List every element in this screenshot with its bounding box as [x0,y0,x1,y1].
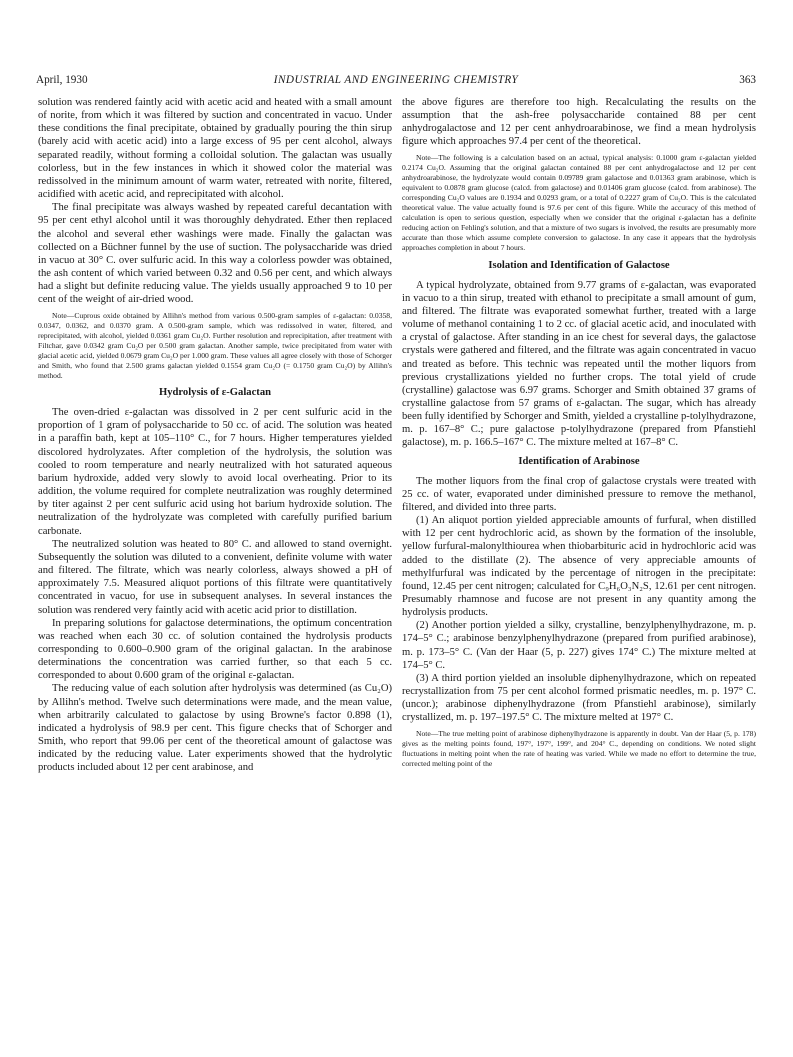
paragraph: The neutralized solution was heated to 80° C. and allowed to stand overnight. Subsequently the solution was diluted to a convenient, definite volume with water and filtered. The filtrate, which was nearly colorless, always showed a pH of approximately 7.5. Measured aliquot portions of this filtrate were quantitatively concentrated in vacuo, for use in subsequent analyses. In several instances the solution was rendered very faintly acid with acetic acid prior to distillation. [38,538,392,616]
paragraph: The oven-dried ε-galactan was dissolved in 2 per cent sulfuric acid in the proportion of 1 gram of polysaccharide to 50 cc. of acid. The solution was heated in a paraffin bath, kept at 105–110° C., for 7 hours. Higher temperatures yielded discolored hydrolyzates. After completion of the hydrolysis, the solution was cooled to room temperature and nearly neutralized with hot saturated aqueous barium hydroxide, added very slowly to avoid local overheating. Prior to its addition, the volume required for complete neutralization was roughly determined by titer against 2 per cent sulfuric acid using hot barium hydroxide solution. The neutralization of the hydrolyzate was completed with carefully purified barium carbonate. [38,407,392,537]
section-heading: Isolation and Identification of Galactose [488,259,670,271]
paragraph: (1) An aliquot portion yielded appreciable amounts of furfural, when distilled with 12 per cent hydrochloric acid, as shown by the formation of the insoluble, yellow furfural-malonylthiourea when thiobarbituric acid in hydrochloric acid was added to the distillate (2). The absence of very appreciable amounts of methylfurfural was indicated by the percentage of nitrogen in the precipitate: found, 12.45 per cent nitrogen; calculated for C₉H₆O₃N₂S, 12.61 per cent nitrogen. Presumably rhamnose and fucose are not present in any quantity among the hydrolysis products. [402,515,756,619]
section-heading: Hydrolysis of ε-Galactan [158,387,272,399]
paragraph: solution was rendered faintly acid with acetic acid and heated with a small amount of norite, from which it was filtered by suction and concentrated in vacuo. Under these conditions the final precipitate, obtained by gradually pouring the thin sirup (barely acid with acetic acid) into a large excess of 95 per cent alcohol, always separated readily, without forming a colloidal solution. The galactan was usually colorless, but in the few instances in which it showed color the material was redissolved in the minimum amount of warm water, retreated with norite, filtered, acidified with acetic acid, and reprecipitated with alcohol. [38,97,392,201]
footnote: Note—The following is a calculation based on an actual, typical analysis: 0.1000 gram ε-galactan yielded 0.2174 Cu₂O. Assuming that the original galactan contained 88 per cent anhydrogalactose and 12 per cent anhydroarabinose, the hydrolyzate would contain 0.09789 gram galactose and 0.01363 gram arabinose, which is equivalent to 0.0878 gram glucose (calcd. from galactose) and 0.01406 gram glucose (calcd. from arabinose). The corresponding Cu₂O values are 0.1934 and 0.0293 gram, or a total of 0.2227 gram of Cu₂O. This is the calculated theoretical value. The value actually found is 97.6 per cent of this figure. While the accuracy of this method of calculation is open to serious question, especially when we consider that the original ε-galactan has a definite reducing action on Fehling's solution, and that a mixture of two sugars is involved, the results are presumably more accurate than those which assume complete conversion to galactose. In any case it appears that the hydrolysis approaches completion in about 7 hours. [402,152,756,253]
section-heading: Identification of Arabinose [518,455,640,467]
paragraph: The reducing value of each solution after hydrolysis was determined (as Cu₂O) by Allihn's method. Twelve such determinations were made, and the mean value, when arbitrarily calculated to galactose by using Browne's factor 0.898 (1), indicated a hydrolysis of 98.9 per cent. This figure checks that of Schorger and Smith, who report that 99.06 per cent of the theoretical amount of galactose was indicated by the reducing value. Later experiments showed that the hydrolytic products included about 12 per cent arabinose, and [38,683,392,774]
paragraph: The mother liquors from the final crop of galactose crystals were treated with 25 cc. of water, evaporated under diminished pressure to remove the methanol, filtered, and divided into three parts. [402,475,756,513]
footnote: Note—The true melting point of arabinose diphenylhydrazone is apparently in doubt. Van der Haar (5, p. 178) gives as the melting points found, 197°, 197°, 199°, and 204° C., depending on conditions. We noted slight fluctuations in melting point when the rate of heating was varied. While we made no effort to determine the true, corrected melting point of the [402,728,756,768]
paragraph: (2) Another portion yielded a silky, crystalline, benzylphenylhydrazone, m. p. 174–5° C.; arabinose benzylphenylhydrazone (prepared from purified arabinose), m. p. 173–5° C. (Van der Haar (5, p. 227) gives 174° C.) The mixture melted at 174–5° C. [402,620,756,671]
paragraph: A typical hydrolyzate, obtained from 9.77 grams of ε-galactan, was evaporated in vacuo to a thin sirup, treated with ethanol to precipitate a small amount of gum, and filtered. The filtrate was evaporated somewhat further, treated with a large volume of methanol containing 1 to 2 cc. of glacial acetic acid, and inoculated with a crystal of galactose. After standing in an ice chest for several days, the galactose crystals were gathered and filtered, and the filtrate was again concentrated in vacuo and treated as before. This technic was repeated until the mother liquors from previous crystallizations yielded no further crops. The total yield of crude (crystalline) galactose was 6.97 grams. Schorger and Smith obtained 37 grams of crystalline galactose from 57 grams of ε-galactan. The sugar, which has already been fully identified by Schorger and Smith, yielded a crystalline p-tolylhydrazone, m. p. 167–8° C.; pure galactose p-tolylhydrazone (prepared from Pfanstiehl galactose), m. p. 166.5–167° C. The mixture melted at 167–8° C. [402,279,756,449]
journal-title: INDUSTRIAL AND ENGINEERING CHEMISTRY [273,74,519,86]
right-column [402,96,756,1042]
page-number: 363 [739,74,756,86]
paragraph: (3) A third portion yielded an insoluble diphenylhydrazone, which on repeated recrystallization from 75 per cent alcohol formed prismatic needles, m. p. 197° C. (uncor.); arabinose diphenylhydrazone (from Pfanstiehl arabinose), similarly crystallized, m. p. 197–197.5° C. The mixture melted at 197° C. [402,672,756,724]
paragraph: In preparing solutions for galactose determinations, the optimum concentration was reached when each 30 cc. of solution contained the hydrolysis products corresponding to 0.600–0.900 gram of the original galactan. In the arabinose determinations the concentration was carried further, so that each 5 cc. corresponded to about 0.600 gram of the original ε-galactan. [38,617,392,682]
paragraph: the above figures are therefore too high. Recalculating the results on the assumption that the ash-free polysaccharide contained 88 per cent anhydrogalactose and 12 per cent anhydroarabinose, we find a mean hydrolysis figure which approaches 97.4 per cent of the theoretical. [402,97,756,148]
running-header [36,74,756,90]
left-column [38,96,392,1042]
footnote: Note—Cuprous oxide obtained by Allihn's method from various 0.500-gram samples of ε-galactan: 0.0358, 0.0347, 0.0362, and 0.0370 gram. A 0.500-gram sample, which was redissolved in water, filtered, and reprecipitated, with alcohol, yielded 0.0361 gram Cu₂O. Further resolution and reprecipitation, after treatment with Filtchar, gave 0.0342 gram Cu₂O per 0.500 gram galactan. Another sample, twice precipitated from water with glacial acetic acid, yielded 0.0679 gram Cu₂O per 1.000 gram. These values all agree closely with those of Schorger and Smith, who found that 2.500 grams galactan yielded 0.1554 gram Cu₂O (= 0.1750 gram Cu₂O) by Allihn's method. [38,310,392,381]
paragraph: The final precipitate was always washed by repeated careful decantation with 95 per cent ethyl alcohol until it was thoroughly dehydrated. Ether then replaced the alcohol and several ether washings were made. Finally the galactan was collected on a Büchner funnel by the use of suction. The polysaccharide was dried in vacuo at 30° C. over sulfuric acid. In this way a colorless powder was obtained, the ash content of which varied between 0.32 and 0.56 per cent, and which always had a slight but definite reducing value. The yields usually approached 9 to 10 per cent of the weight of air-dried wood. [38,202,392,306]
issue-date: April, 1930 [36,74,88,86]
